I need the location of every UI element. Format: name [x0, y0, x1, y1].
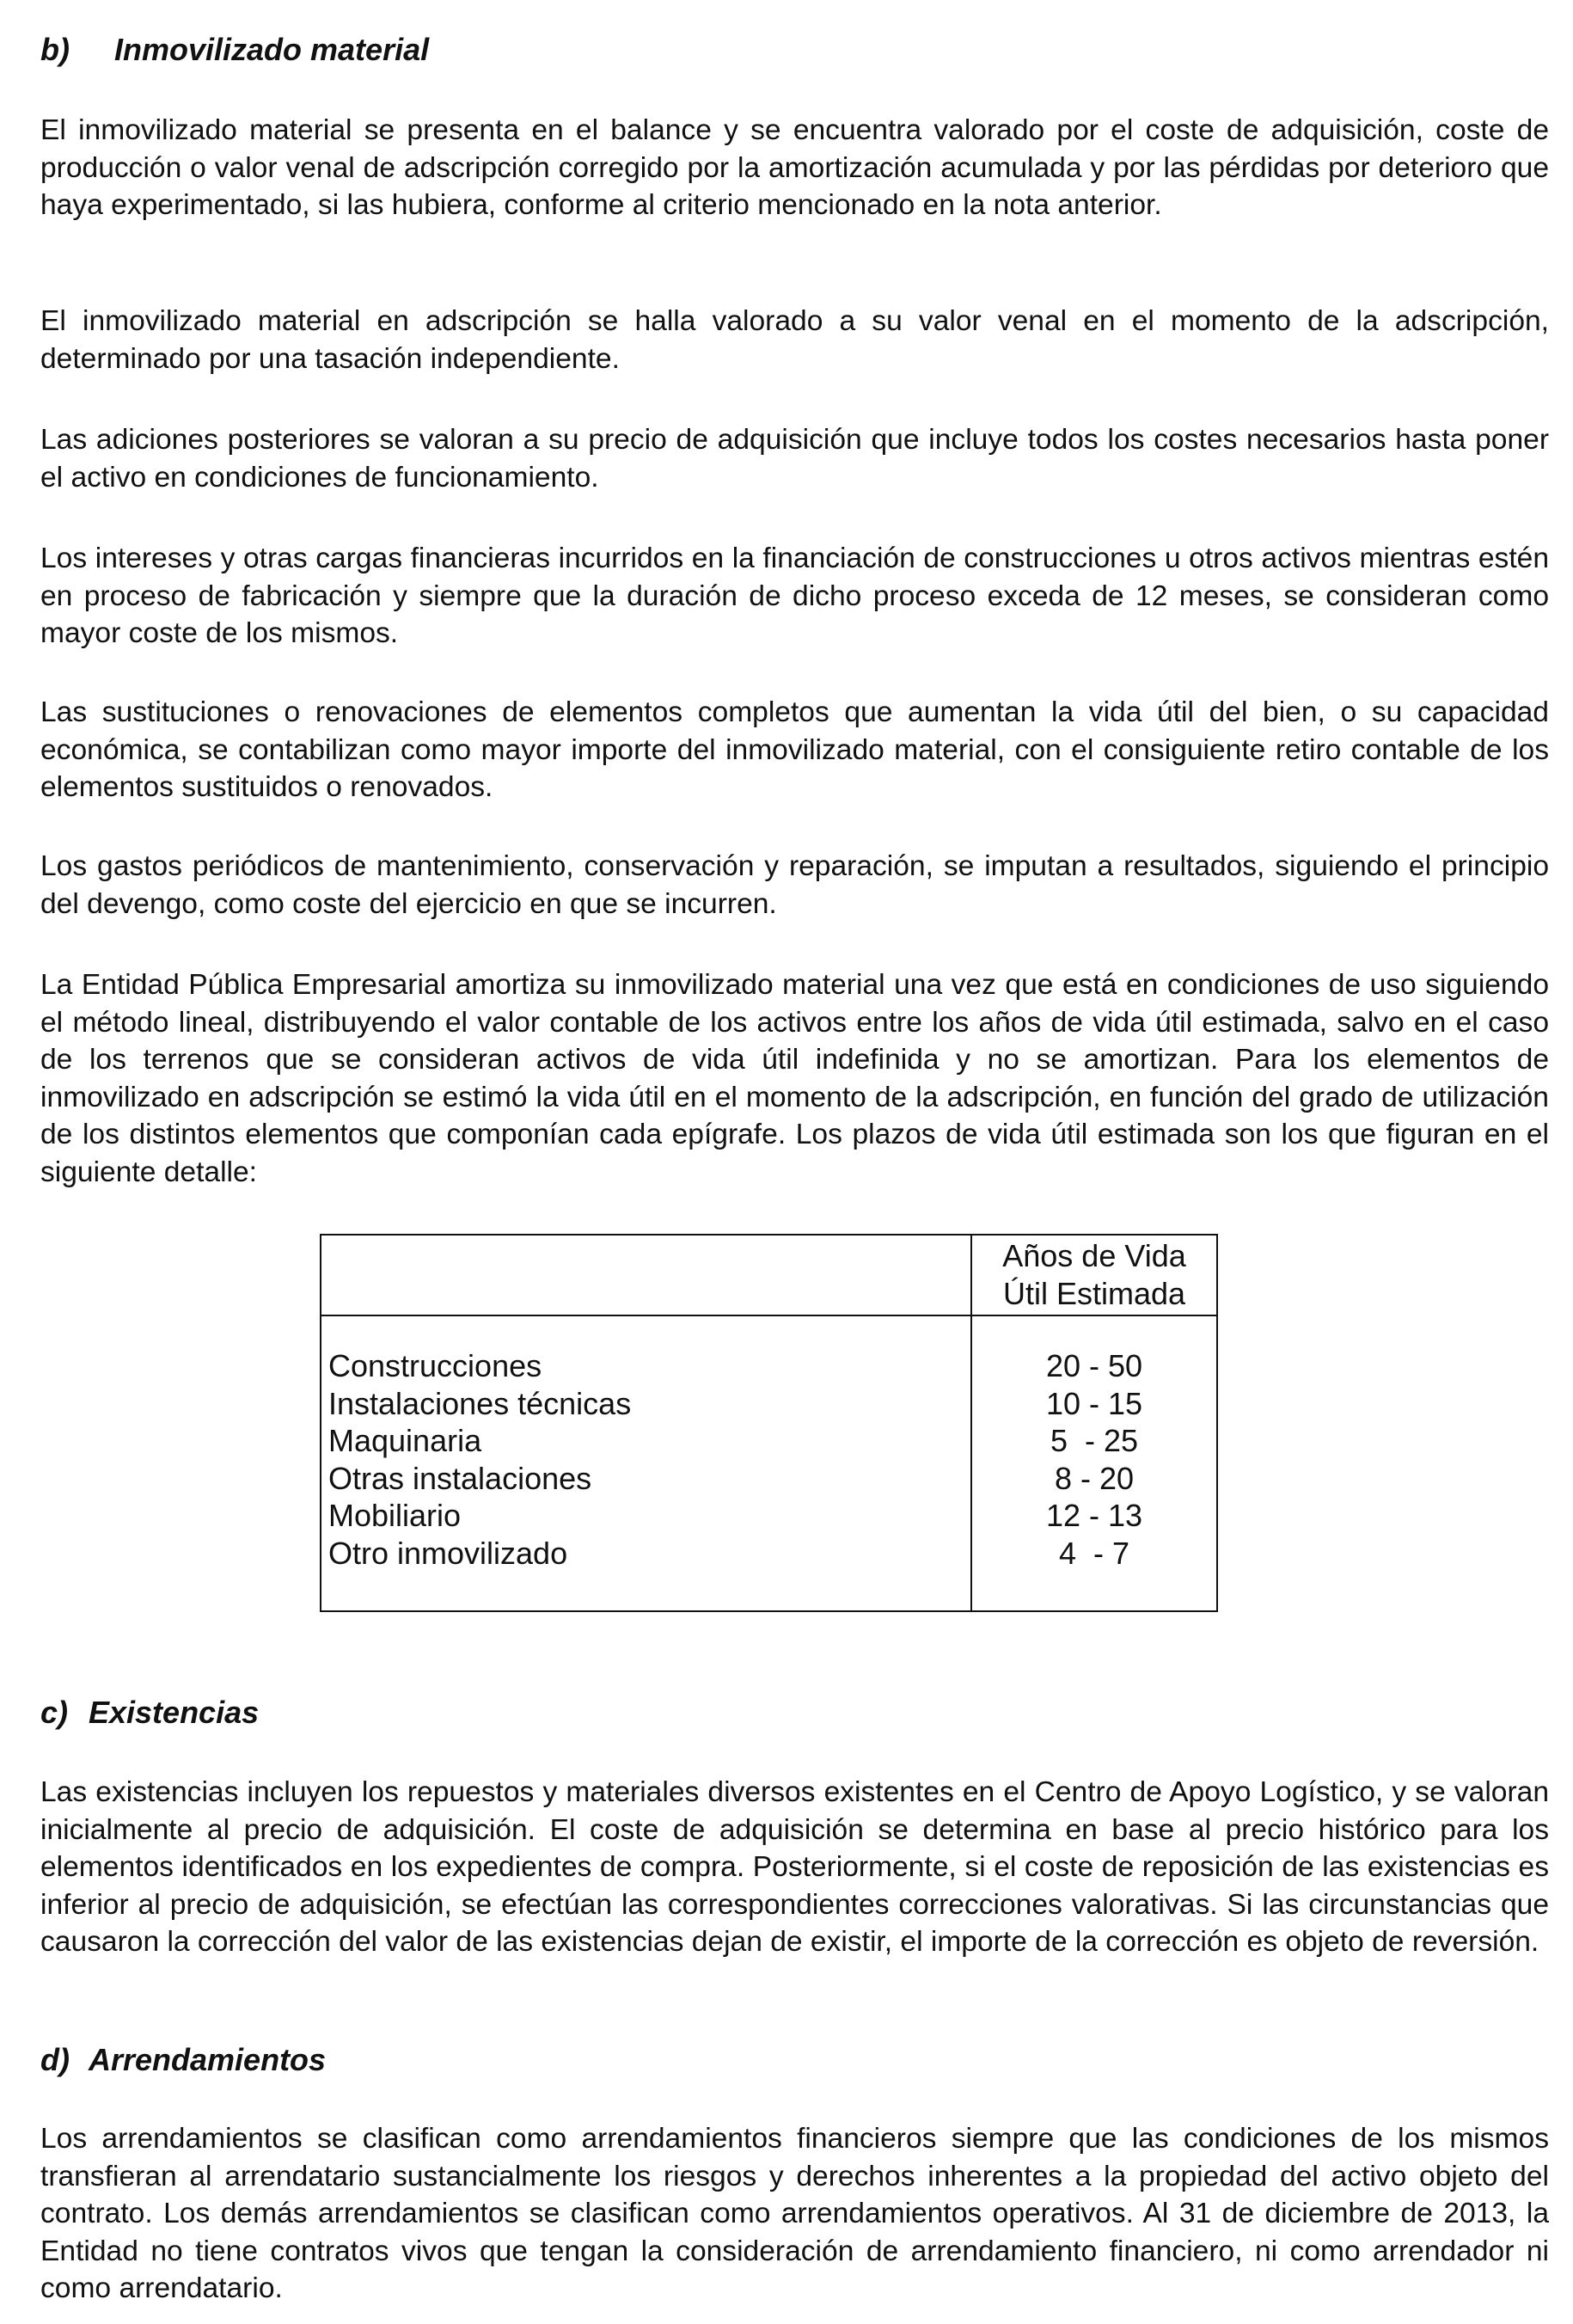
paragraph: El inmovilizado material en adscripción se halla valorado a su valor venal en el momento de la adscripción, determinado por una tasación independiente. [40, 305, 1549, 375]
table-row [321, 1347, 1216, 1385]
useful-life-years: 8 - 20 [1054, 1460, 1135, 1496]
asset-name: Otras instalaciones [328, 1460, 592, 1496]
table-row [321, 1497, 1216, 1535]
useful-life-years: 12 - 13 [1045, 1498, 1143, 1534]
paragraph: La Entidad Pública Empresarial amortiza su inmovilizado material una vez que está en condiciones de uso siguiendo el método lineal, distribuyendo el valor contable de los activos entre los años de vida útil estimada, salvo en el caso de los terrenos que se consideran activos de vida útil indefinida y no se amortizan. Para los elementos de inmovilizado en adscripción se estimó la vida útil en el momento de la adscripción, en función del grado de utilización de los distintos elementos que componían cada epígrafe. Los plazos de vida útil estimada son los que figuran en el siguiente detalle: [40, 969, 1549, 1188]
table-column-header [972, 1236, 1216, 1316]
asset-name: Maquinaria [328, 1423, 482, 1459]
paragraph: El inmovilizado material se presenta en el balance y se encuentra valorado por el coste de adquisición, coste de producción o valor venal de adscripción corregido por la amortización acumulada y por las pérdidas por deterioro que haya experimentado, si las hubiera, conforme al criterio mencionado en la nota anterior. [40, 114, 1549, 221]
asset-name: Construcciones [328, 1348, 542, 1383]
section-d-title: Arrendamientos [89, 2042, 327, 2077]
table-row [321, 1385, 1216, 1423]
table-body [321, 1347, 1216, 1573]
paragraph: Los gastos periódicos de mantenimiento, conservación y reparación, se imputan a resultados, siguiendo el principio del devengo, como coste del ejercicio en que se incurren. [40, 850, 1549, 920]
useful-life-years: 5 - 25 [1050, 1423, 1139, 1459]
asset-name: Otro inmovilizado [328, 1535, 568, 1571]
asset-name: Instalaciones técnicas [328, 1385, 632, 1421]
table-header-line-2: Útil Estimada [1002, 1276, 1186, 1311]
table-row [321, 1422, 1216, 1460]
useful-life-years: 20 - 50 [1045, 1348, 1143, 1383]
section-d-letter: d) [40, 2042, 70, 2077]
section-c-title: Existencias [89, 1695, 260, 1730]
paragraph: Las existencias incluyen los repuestos y materiales diversos existentes en el Centro de Apoyo Logístico, y se valoran inicialmente al precio de adquisición. El coste de adquisición se determina en base al precio histórico para los elementos identificados en los expedientes de compra. Posteriormente, si el coste de reposición de las existencias es inferior al precio de adquisición, se efectúan las correspondientes correcciones valorativas. Si las circunstancias que causaron la corrección del valor de las existencias dejan de existir, el importe de la corrección es objeto de reversión. [40, 1776, 1549, 1958]
table-header-line-1: Años de Vida [1002, 1238, 1186, 1273]
table-row [321, 1460, 1216, 1498]
paragraph: Las adiciones posteriores se valoran a su precio de adquisición que incluye todos los costes necesarios hasta poner el activo en condiciones de funcionamiento. [40, 424, 1549, 494]
section-b-letter: b) [40, 32, 70, 67]
asset-name: Mobiliario [328, 1498, 462, 1534]
section-c-letter: c) [40, 1695, 69, 1730]
useful-life-years: 10 - 15 [1045, 1385, 1143, 1421]
section-b-title: Inmovilizado material [114, 32, 430, 67]
useful-life-years: 4 - 7 [1058, 1535, 1130, 1571]
table-row [321, 1535, 1216, 1573]
useful-life-table [320, 1234, 1218, 1612]
section-d-heading [40, 2041, 326, 2079]
section-c-heading [40, 1694, 259, 1732]
section-b-heading [40, 31, 429, 69]
paragraph: Las sustituciones o renovaciones de elementos completos que aumentan la vida útil del bien, o su capacidad económica, se contabilizan como mayor importe del inmovilizado material, con el consiguiente retiro contable de los elementos sustituidos o renovados. [40, 696, 1549, 803]
paragraph: Los intereses y otras cargas financieras incurridos en la financiación de construcciones u otros activos mientras estén en proceso de fabricación y siempre que la duración de dicho proceso exceda de 12 meses, se consideran como mayor coste de los mismos. [40, 543, 1549, 649]
paragraph: Los arrendamientos se clasifican como arrendamientos financieros siempre que las condiciones de los mismos transfieran al arrendatario sustancialmente los riesgos y derechos inherentes a la propiedad del activo objeto del contrato. Los demás arrendamientos se clasifican como arrendamientos operativos. Al 31 de diciembre de 2013, la Entidad no tiene contratos vivos que tengan la consideración de arrendamiento financiero, ni como arrendador ni como arrendatario. [40, 2123, 1549, 2304]
